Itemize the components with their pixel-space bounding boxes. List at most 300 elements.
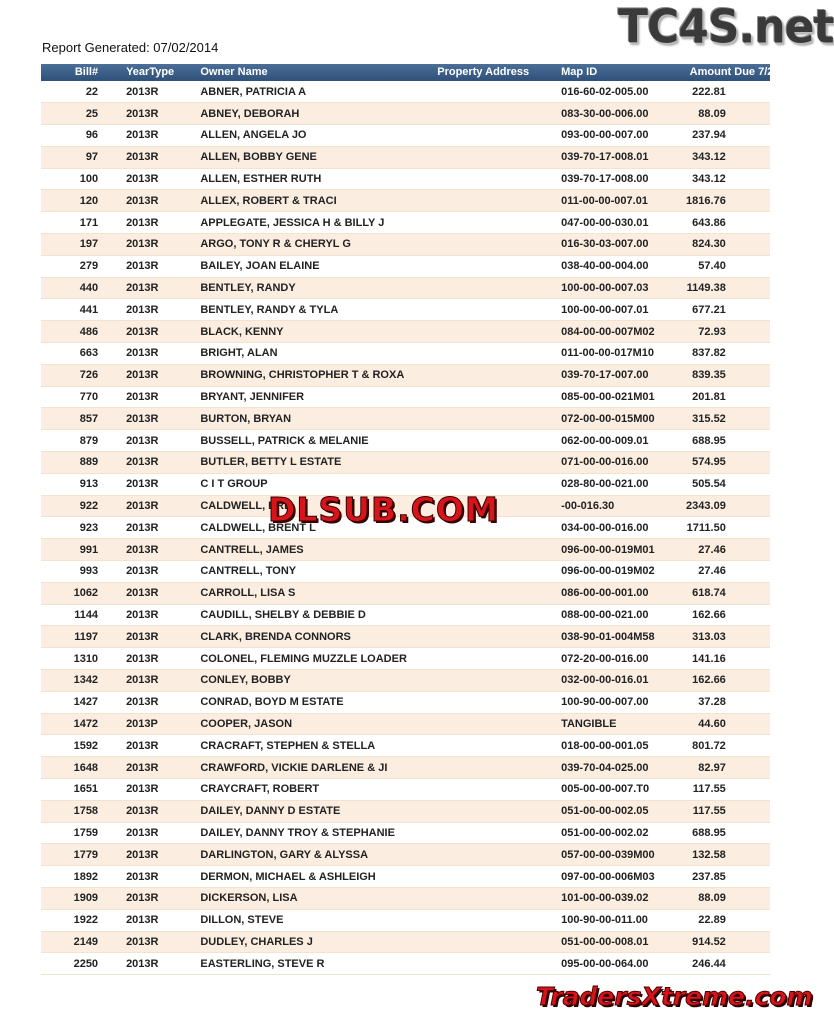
owner-name-cell: CRAWFORD, VICKIE DARLENE & JI: [200, 757, 437, 779]
amount-due-cell: 343.12: [682, 146, 726, 168]
map-id-cell: 072-00-00-015M00: [561, 408, 682, 430]
owner-name-cell: COOPER, JASON: [200, 713, 437, 735]
property-address-cell: [437, 822, 561, 844]
amount-due-cell: 677.21: [682, 299, 726, 321]
bill-number-cell: 2250: [41, 953, 112, 975]
property-address-cell: [437, 343, 561, 365]
row-padding-cell: [726, 408, 770, 430]
row-padding-cell: [726, 670, 770, 692]
map-id-cell: 005-00-00-007.T0: [561, 779, 682, 801]
property-address-cell: [437, 299, 561, 321]
year-type-cell: 2013R: [112, 430, 200, 452]
map-id-cell: 071-00-00-016.00: [561, 452, 682, 474]
map-id-cell: 011-00-00-007.01: [561, 190, 682, 212]
bill-number-cell: 913: [41, 473, 112, 495]
year-type-cell: 2013R: [112, 866, 200, 888]
header-property-address: Property Address: [437, 66, 530, 78]
owner-name-cell: DUDLEY, CHARLES J: [200, 931, 437, 953]
year-type-cell: 2013R: [112, 844, 200, 866]
property-address-cell: [437, 713, 561, 735]
owner-name-cell: ALLEN, BOBBY GENE: [200, 146, 437, 168]
amount-due-cell: 618.74: [682, 582, 726, 604]
row-padding-cell: [726, 452, 770, 474]
amount-due-cell: 824.30: [682, 234, 726, 256]
table-row: [41, 125, 770, 147]
site-logo: TC4S.net: [618, 0, 834, 55]
bill-number-cell: 171: [41, 212, 112, 234]
row-padding-cell: [726, 582, 770, 604]
bill-number-cell: 1922: [41, 909, 112, 931]
owner-name-cell: ALLEX, ROBERT & TRACI: [200, 190, 437, 212]
amount-due-cell: 839.35: [682, 364, 726, 386]
row-padding-cell: [726, 931, 770, 953]
owner-name-cell: CALDWELL, BRENT L: [200, 517, 437, 539]
owner-name-cell: CRAYCRAFT, ROBERT: [200, 779, 437, 801]
property-address-cell: [437, 190, 561, 212]
year-type-cell: 2013R: [112, 473, 200, 495]
table-row: [41, 103, 770, 125]
bill-number-cell: 1592: [41, 735, 112, 757]
map-id-cell: 093-00-00-007.00: [561, 125, 682, 147]
row-padding-cell: [726, 168, 770, 190]
owner-name-cell: BUTLER, BETTY L ESTATE: [200, 452, 437, 474]
amount-due-cell: 88.09: [682, 887, 726, 909]
amount-due-cell: 1149.38: [682, 277, 726, 299]
owner-name-cell: APPLEGATE, JESSICA H & BILLY J: [200, 212, 437, 234]
year-type-cell: 2013R: [112, 735, 200, 757]
row-padding-cell: [726, 364, 770, 386]
row-padding-cell: [726, 299, 770, 321]
property-address-cell: [437, 779, 561, 801]
row-padding-cell: [726, 713, 770, 735]
owner-name-cell: CALDWELL, BRE: [200, 495, 437, 517]
row-padding-cell: [726, 212, 770, 234]
table-row: [41, 779, 770, 801]
owner-name-cell: BLACK, KENNY: [200, 321, 437, 343]
property-address-cell: [437, 866, 561, 888]
row-padding-cell: [726, 190, 770, 212]
table-header-row: [41, 64, 770, 81]
bill-number-cell: 1651: [41, 779, 112, 801]
map-id-cell: 083-30-00-006.00: [561, 103, 682, 125]
owner-name-cell: CRACRAFT, STEPHEN & STELLA: [200, 735, 437, 757]
bill-number-cell: 1144: [41, 604, 112, 626]
row-padding-cell: [726, 255, 770, 277]
bill-number-cell: 1310: [41, 648, 112, 670]
map-id-cell: 086-00-00-001.00: [561, 582, 682, 604]
amount-due-cell: 801.72: [682, 735, 726, 757]
row-padding-cell: [726, 81, 770, 103]
year-type-cell: 2013R: [112, 495, 200, 517]
row-padding-cell: [726, 473, 770, 495]
amount-due-cell: 343.12: [682, 168, 726, 190]
owner-name-cell: ABNER, PATRICIA A: [200, 81, 437, 103]
row-padding-cell: [726, 866, 770, 888]
map-id-cell: 100-00-00-007.01: [561, 299, 682, 321]
owner-name-cell: CARROLL, LISA S: [200, 582, 437, 604]
row-padding-cell: [726, 430, 770, 452]
property-address-cell: [437, 626, 561, 648]
property-address-cell: [437, 757, 561, 779]
owner-name-cell: BENTLEY, RANDY & TYLA: [200, 299, 437, 321]
map-id-cell: 051-00-00-002.05: [561, 800, 682, 822]
row-padding-cell: [726, 887, 770, 909]
table-row: [41, 299, 770, 321]
watermark-bottom: TradersXtreme.com: [536, 982, 813, 1011]
owner-name-cell: C I T GROUP: [200, 473, 437, 495]
bill-number-cell: 1342: [41, 670, 112, 692]
amount-due-cell: 222.81: [682, 81, 726, 103]
bill-number-cell: 120: [41, 190, 112, 212]
amount-due-cell: 315.52: [682, 408, 726, 430]
bill-number-cell: 1909: [41, 887, 112, 909]
amount-due-cell: 237.94: [682, 125, 726, 147]
property-address-cell: [437, 844, 561, 866]
amount-due-cell: 27.46: [682, 561, 726, 583]
bill-number-cell: 1648: [41, 757, 112, 779]
owner-name-cell: ABNEY, DEBORAH: [200, 103, 437, 125]
row-padding-cell: [726, 495, 770, 517]
row-padding-cell: [726, 909, 770, 931]
table-row: [41, 343, 770, 365]
amount-due-cell: 132.58: [682, 844, 726, 866]
owner-name-cell: CAUDILL, SHELBY & DEBBIE D: [200, 604, 437, 626]
amount-due-cell: 162.66: [682, 604, 726, 626]
table-row: [41, 626, 770, 648]
property-address-cell: [437, 604, 561, 626]
amount-due-cell: 88.09: [682, 103, 726, 125]
row-padding-cell: [726, 691, 770, 713]
year-type-cell: 2013P: [112, 713, 200, 735]
year-type-cell: 2013R: [112, 299, 200, 321]
map-id-cell: -00-016.30: [561, 495, 682, 517]
amount-due-cell: 914.52: [682, 931, 726, 953]
bill-number-cell: 100: [41, 168, 112, 190]
property-address-cell: [437, 321, 561, 343]
year-type-cell: 2013R: [112, 953, 200, 975]
map-id-cell: 047-00-00-030.01: [561, 212, 682, 234]
property-address-cell: [437, 364, 561, 386]
map-id-cell: 095-00-00-064.00: [561, 953, 682, 975]
owner-name-cell: DAILEY, DANNY TROY & STEPHANIE: [200, 822, 437, 844]
table-row: [41, 168, 770, 190]
map-id-cell: 062-00-00-009.01: [561, 430, 682, 452]
year-type-cell: 2013R: [112, 517, 200, 539]
property-address-cell: [437, 953, 561, 975]
year-type-cell: 2013R: [112, 931, 200, 953]
amount-due-cell: 643.86: [682, 212, 726, 234]
map-id-cell: 051-00-00-008.01: [561, 931, 682, 953]
year-type-cell: 2013R: [112, 800, 200, 822]
amount-due-cell: 117.55: [682, 779, 726, 801]
owner-name-cell: BURTON, BRYAN: [200, 408, 437, 430]
row-padding-cell: [726, 561, 770, 583]
property-address-cell: [437, 386, 561, 408]
amount-due-cell: 313.03: [682, 626, 726, 648]
map-id-cell: 028-80-00-021.00: [561, 473, 682, 495]
year-type-cell: 2013R: [112, 626, 200, 648]
amount-due-cell: 237.85: [682, 866, 726, 888]
bill-number-cell: 2149: [41, 931, 112, 953]
row-padding-cell: [726, 757, 770, 779]
table-row: [41, 691, 770, 713]
property-address-cell: [437, 931, 561, 953]
bill-number-cell: 1892: [41, 866, 112, 888]
table-row: [41, 953, 770, 975]
row-padding-cell: [726, 386, 770, 408]
bill-number-cell: 991: [41, 539, 112, 561]
row-padding-cell: [726, 648, 770, 670]
map-id-cell: 018-00-00-001.05: [561, 735, 682, 757]
property-address-cell: [437, 561, 561, 583]
owner-name-cell: DERMON, MICHAEL & ASHLEIGH: [200, 866, 437, 888]
bill-number-cell: 441: [41, 299, 112, 321]
amount-due-cell: 574.95: [682, 452, 726, 474]
table-row: [41, 800, 770, 822]
year-type-cell: 2013R: [112, 452, 200, 474]
year-type-cell: 2013R: [112, 146, 200, 168]
year-type-cell: 2013R: [112, 648, 200, 670]
map-id-cell: 039-70-17-008.00: [561, 168, 682, 190]
map-id-cell: 034-00-00-016.00: [561, 517, 682, 539]
map-id-cell: 100-90-00-011.00: [561, 909, 682, 931]
row-padding-cell: [726, 800, 770, 822]
amount-due-cell: 37.28: [682, 691, 726, 713]
map-id-cell: 100-90-00-007.00: [561, 691, 682, 713]
bill-number-cell: 923: [41, 517, 112, 539]
table-row: [41, 364, 770, 386]
bill-number-cell: 1758: [41, 800, 112, 822]
owner-name-cell: DILLON, STEVE: [200, 909, 437, 931]
year-type-cell: 2013R: [112, 539, 200, 561]
table-row: [41, 887, 770, 909]
bill-number-cell: 25: [41, 103, 112, 125]
map-id-cell: TANGIBLE: [561, 713, 682, 735]
amount-due-cell: 162.66: [682, 670, 726, 692]
amount-due-cell: 22.89: [682, 909, 726, 931]
owner-name-cell: DARLINGTON, GARY & ALYSSA: [200, 844, 437, 866]
row-padding-cell: [726, 321, 770, 343]
amount-due-cell: 837.82: [682, 343, 726, 365]
bill-number-cell: 1062: [41, 582, 112, 604]
map-id-cell: 072-20-00-016.00: [561, 648, 682, 670]
table-row: [41, 190, 770, 212]
bill-number-cell: 663: [41, 343, 112, 365]
table-row: [41, 146, 770, 168]
table-row: [41, 539, 770, 561]
map-id-cell: 097-00-00-006M03: [561, 866, 682, 888]
owner-name-cell: BENTLEY, RANDY: [200, 277, 437, 299]
owner-name-cell: CLARK, BRENDA CONNORS: [200, 626, 437, 648]
table-row: [41, 561, 770, 583]
table-row: [41, 255, 770, 277]
amount-due-cell: 201.81: [682, 386, 726, 408]
owner-name-cell: EASTERLING, STEVE R: [200, 953, 437, 975]
row-padding-cell: [726, 953, 770, 975]
table-row: [41, 931, 770, 953]
property-address-cell: [437, 212, 561, 234]
property-address-cell: [437, 582, 561, 604]
year-type-cell: 2013R: [112, 909, 200, 931]
year-type-cell: 2013R: [112, 277, 200, 299]
owner-name-cell: ALLEN, ESTHER RUTH: [200, 168, 437, 190]
year-type-cell: 2013R: [112, 364, 200, 386]
map-id-cell: 032-00-00-016.01: [561, 670, 682, 692]
header-map-id: Map ID: [561, 66, 598, 78]
table-row: [41, 408, 770, 430]
bill-number-cell: 440: [41, 277, 112, 299]
map-id-cell: 088-00-00-021.00: [561, 604, 682, 626]
bill-number-cell: 1759: [41, 822, 112, 844]
year-type-cell: 2013R: [112, 255, 200, 277]
map-id-cell: 096-00-00-019M01: [561, 539, 682, 561]
amount-due-cell: 1711.50: [682, 517, 726, 539]
bill-number-cell: 96: [41, 125, 112, 147]
map-id-cell: 085-00-00-021M01: [561, 386, 682, 408]
owner-name-cell: CANTRELL, JAMES: [200, 539, 437, 561]
property-address-cell: [437, 255, 561, 277]
owner-name-cell: BAILEY, JOAN ELAINE: [200, 255, 437, 277]
table-row: [41, 277, 770, 299]
owner-name-cell: BRYANT, JENNIFER: [200, 386, 437, 408]
year-type-cell: 2013R: [112, 408, 200, 430]
amount-due-cell: 27.46: [682, 539, 726, 561]
year-type-cell: 2013R: [112, 822, 200, 844]
row-padding-cell: [726, 626, 770, 648]
amount-due-cell: 688.95: [682, 822, 726, 844]
property-address-cell: [437, 146, 561, 168]
row-padding-cell: [726, 234, 770, 256]
bill-number-cell: 726: [41, 364, 112, 386]
bill-number-cell: 486: [41, 321, 112, 343]
year-type-cell: 2013R: [112, 604, 200, 626]
property-address-cell: [437, 103, 561, 125]
year-type-cell: 2013R: [112, 212, 200, 234]
owner-name-cell: CONRAD, BOYD M ESTATE: [200, 691, 437, 713]
table-row: [41, 321, 770, 343]
map-id-cell: 011-00-00-017M10: [561, 343, 682, 365]
year-type-cell: 2013R: [112, 81, 200, 103]
table-row: [41, 670, 770, 692]
property-address-cell: [437, 408, 561, 430]
bill-number-cell: 22: [41, 81, 112, 103]
property-address-cell: [437, 800, 561, 822]
map-id-cell: 101-00-00-039.02: [561, 887, 682, 909]
table-row: [41, 822, 770, 844]
year-type-cell: 2013R: [112, 343, 200, 365]
map-id-cell: 038-90-01-004M58: [561, 626, 682, 648]
row-padding-cell: [726, 844, 770, 866]
amount-due-cell: 688.95: [682, 430, 726, 452]
bill-number-cell: 922: [41, 495, 112, 517]
table-row: [41, 844, 770, 866]
year-type-cell: 2013R: [112, 386, 200, 408]
table-row: [41, 735, 770, 757]
property-address-cell: [437, 168, 561, 190]
amount-due-cell: 44.60: [682, 713, 726, 735]
bill-number-cell: 97: [41, 146, 112, 168]
row-padding-cell: [726, 103, 770, 125]
map-id-cell: 057-00-00-039M00: [561, 844, 682, 866]
row-padding-cell: [726, 779, 770, 801]
row-padding-cell: [726, 125, 770, 147]
owner-name-cell: BROWNING, CHRISTOPHER T & ROXA: [200, 364, 437, 386]
map-id-cell: 038-40-00-004.00: [561, 255, 682, 277]
amount-due-cell: 117.55: [682, 800, 726, 822]
owner-name-cell: COLONEL, FLEMING MUZZLE LOADER: [200, 648, 437, 670]
map-id-cell: 039-70-17-008.01: [561, 146, 682, 168]
amount-due-cell: 57.40: [682, 255, 726, 277]
table-row: [41, 909, 770, 931]
row-padding-cell: [726, 604, 770, 626]
year-type-cell: 2013R: [112, 779, 200, 801]
bill-number-cell: 889: [41, 452, 112, 474]
amount-due-cell: 141.16: [682, 648, 726, 670]
year-type-cell: 2013R: [112, 757, 200, 779]
year-type-cell: 2013R: [112, 582, 200, 604]
row-padding-cell: [726, 822, 770, 844]
property-address-cell: [437, 648, 561, 670]
property-address-cell: [437, 909, 561, 931]
property-address-cell: [437, 691, 561, 713]
table-row: [41, 212, 770, 234]
property-address-cell: [437, 735, 561, 757]
table-row: [41, 648, 770, 670]
year-type-cell: 2013R: [112, 168, 200, 190]
amount-due-cell: 2343.09: [682, 495, 726, 517]
bill-number-cell: 279: [41, 255, 112, 277]
map-id-cell: 051-00-00-002.02: [561, 822, 682, 844]
bill-number-cell: 1472: [41, 713, 112, 735]
bill-number-cell: 1197: [41, 626, 112, 648]
header-owner-name: Owner Name: [200, 66, 268, 78]
map-id-cell: 016-60-02-005.00: [561, 81, 682, 103]
watermark-center: DLSUB.COM: [268, 490, 499, 529]
property-address-cell: [437, 234, 561, 256]
owner-name-cell: CANTRELL, TONY: [200, 561, 437, 583]
year-type-cell: 2013R: [112, 887, 200, 909]
owner-name-cell: ALLEN, ANGELA JO: [200, 125, 437, 147]
table-row: [41, 430, 770, 452]
year-type-cell: 2013R: [112, 103, 200, 125]
table-row: [41, 452, 770, 474]
amount-due-cell: 1816.76: [682, 190, 726, 212]
year-type-cell: 2013R: [112, 321, 200, 343]
property-address-cell: [437, 125, 561, 147]
property-address-cell: [437, 430, 561, 452]
amount-due-cell: 246.44: [682, 953, 726, 975]
table-row: [41, 713, 770, 735]
amount-due-cell: 82.97: [682, 757, 726, 779]
row-padding-cell: [726, 343, 770, 365]
map-id-cell: 039-70-17-007.00: [561, 364, 682, 386]
map-id-cell: 016-30-03-007.00: [561, 234, 682, 256]
property-address-cell: [437, 81, 561, 103]
row-padding-cell: [726, 735, 770, 757]
header-year-type: YearType: [126, 66, 175, 78]
property-address-cell: [437, 670, 561, 692]
table-row: [41, 582, 770, 604]
bill-number-cell: 879: [41, 430, 112, 452]
owner-name-cell: CONLEY, BOBBY: [200, 670, 437, 692]
property-address-cell: [437, 452, 561, 474]
amount-due-cell: 505.54: [682, 473, 726, 495]
bill-number-cell: 770: [41, 386, 112, 408]
report-generated-date: Report Generated: 07/02/2014: [42, 40, 219, 55]
year-type-cell: 2013R: [112, 691, 200, 713]
amount-due-cell: 72.93: [682, 321, 726, 343]
property-address-cell: [437, 887, 561, 909]
